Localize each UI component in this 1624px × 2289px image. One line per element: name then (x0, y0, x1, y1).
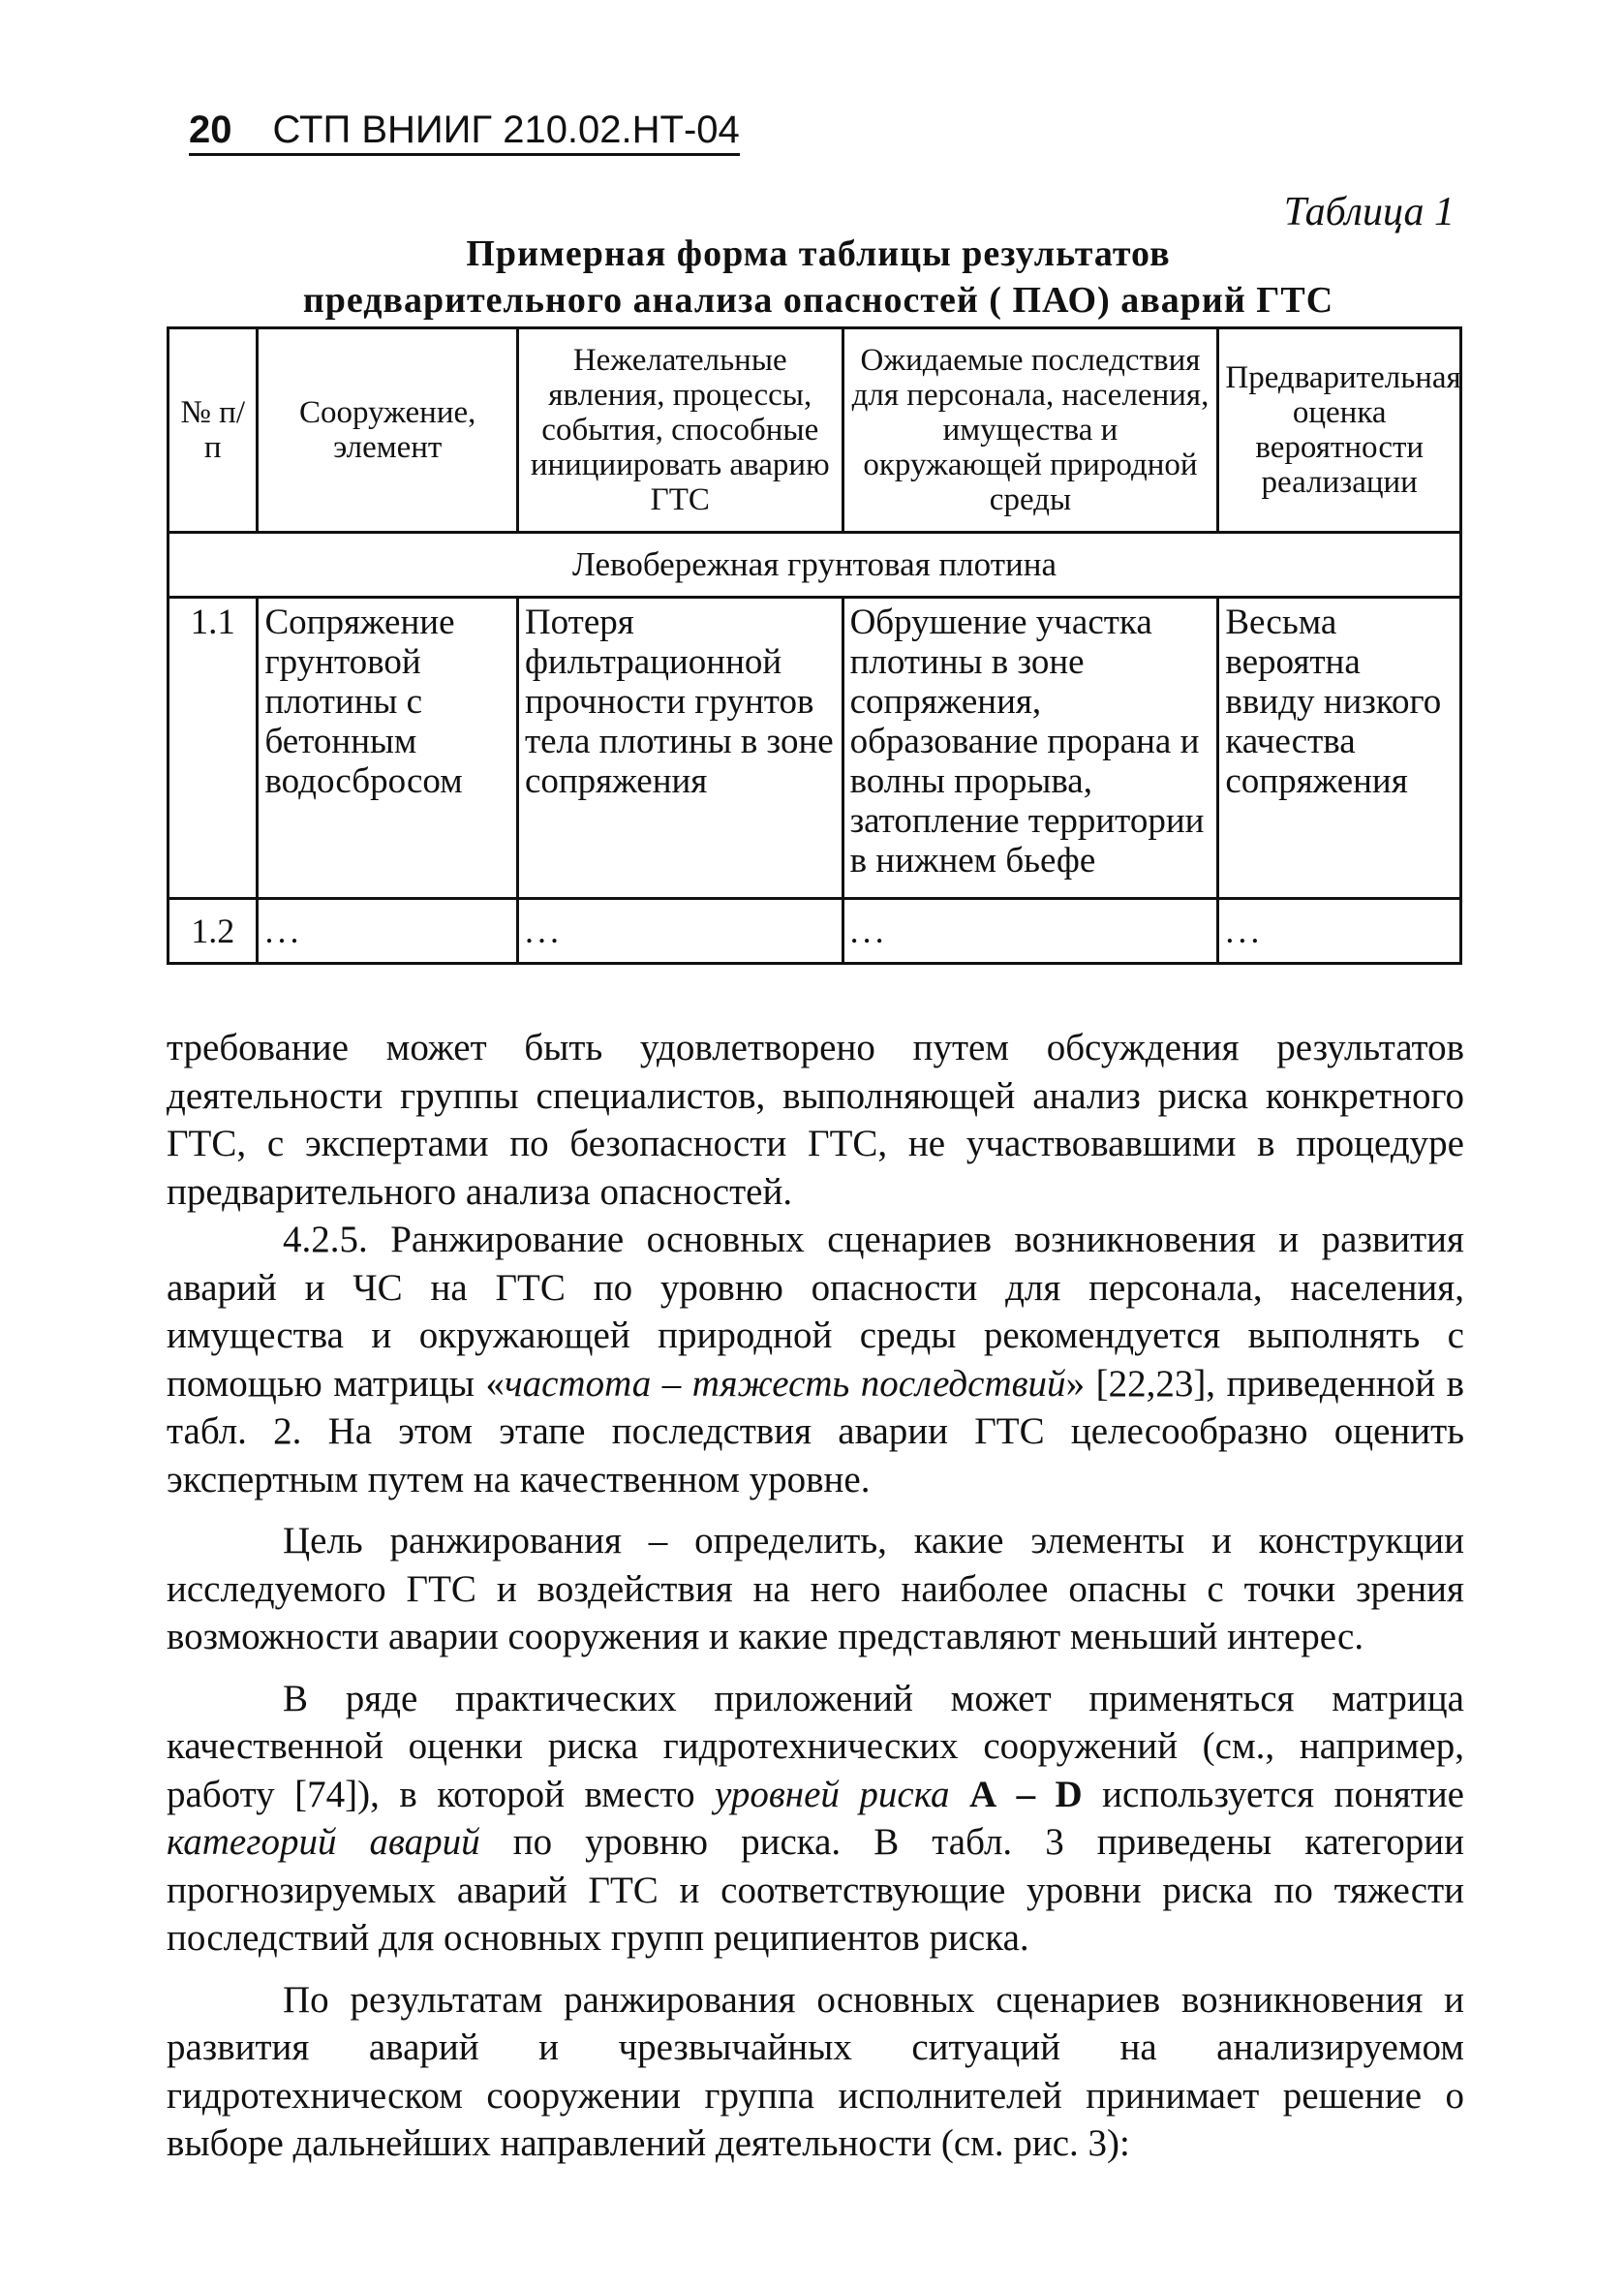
table-section-row (169, 533, 1461, 598)
row-events: Потеря фильтрационной прочности грунтов тела плотины в зоне сопряжения (517, 598, 843, 899)
paragraph-1: требование может быть удовлетворено путем обсуждения результатов деятельности группы специалистов, выполняющей анализ риска конкретного ГТС, с экспертами по безопасности ГТС, не участвовавшими в процедуре предварительного анализа опасностей. (167, 1027, 1464, 1213)
row-consequences: ... (843, 899, 1218, 964)
row-element: Сопряжение грунтовой плотины с бетонным водосбросом (258, 598, 517, 899)
page-number: 20 (189, 108, 232, 151)
row-consequences: Обрушение участка плотины в зоне сопряжения, образование прорана и волны прорыва, затопление территории в нижнем бьефе (843, 598, 1218, 899)
table-row (169, 899, 1461, 964)
section-title: Левобережная грунтовая плотина (169, 533, 1461, 598)
header-cell-consequences: Ожидаемые последствия для персонала, населения, имущества и окружающей природной среды (843, 328, 1218, 533)
document-code: СТП ВНИИГ 210.02.НТ-04 (272, 108, 740, 151)
table-row (169, 598, 1461, 899)
header-cell-events: Нежелательные явления, процессы, события, способные инициировать аварию ГТС (517, 328, 843, 533)
table-header-row (169, 328, 1461, 533)
paragraph-2: 4.2.5. Ранжирование основных сценариев возникновения и развития аварий и ЧС на ГТС по уровню опасности для персонала, населения, имущества и окружающей природной среды рекомендуется выполнять с помощью матрицы «частота – тяжесть последствий» [22,23], приведенной в табл. 2. На этом этапе последствия аварии ГТС целесообразно оценить экспертным путем на качественном уровне. (167, 1219, 1464, 1500)
paragraph-5: По результатам ранжирования основных сценариев возникновения и развития аварий и чрезвычайных ситуаций на анализируемом гидротехническом сооружении группа исполнителей принимает решение о выборе дальнейших направлений деятельности (см. рис. 3): (167, 1978, 1464, 2164)
header-cell-number: № п/п (169, 328, 258, 533)
table-caption (189, 231, 1448, 324)
paragraph-4: В ряде практических приложений может применяться матрица качественной оценки риска гидротехнических сооружений (см., например, работу [74]), в которой вместо уровней риска А – D используется понятие категорий аварий по уровню риска. В табл. 3 приведены категории прогнозируемых аварий ГТС и соответствующие уровни риска по тяжести последствий для основных групп реципиентов риска. (167, 1677, 1465, 1959)
body-text (167, 1024, 1464, 2168)
row-probability: ... (1218, 899, 1461, 964)
table-caption-line2: предварительного анализа опасностей ( ПАО) аварий ГТС (302, 280, 1334, 321)
paragraph-3: Цель ранжирования – определить, какие элементы и конструкции исследуемого ГТС и воздействия на него наиболее опасны с точки зрения возможности аварии сооружения и какие представляют меньший интерес. (167, 1520, 1464, 1657)
row-element: ... (258, 899, 517, 964)
row-number: 1.2 (169, 899, 258, 964)
pao-results-table (167, 326, 1462, 965)
table-caption-line1: Примерная форма таблицы результатов (466, 233, 1171, 274)
table-label: Таблица 1 (1283, 190, 1455, 234)
header-cell-element: Сооружение, элемент (258, 328, 517, 533)
page-header (189, 108, 740, 156)
row-probability: Весьма вероятна ввиду низкого качества сопряжения (1218, 598, 1461, 899)
row-events: ... (517, 899, 843, 964)
header-cell-probability: Предварительная оценка вероятности реализации (1218, 328, 1461, 533)
row-number: 1.1 (169, 598, 258, 899)
